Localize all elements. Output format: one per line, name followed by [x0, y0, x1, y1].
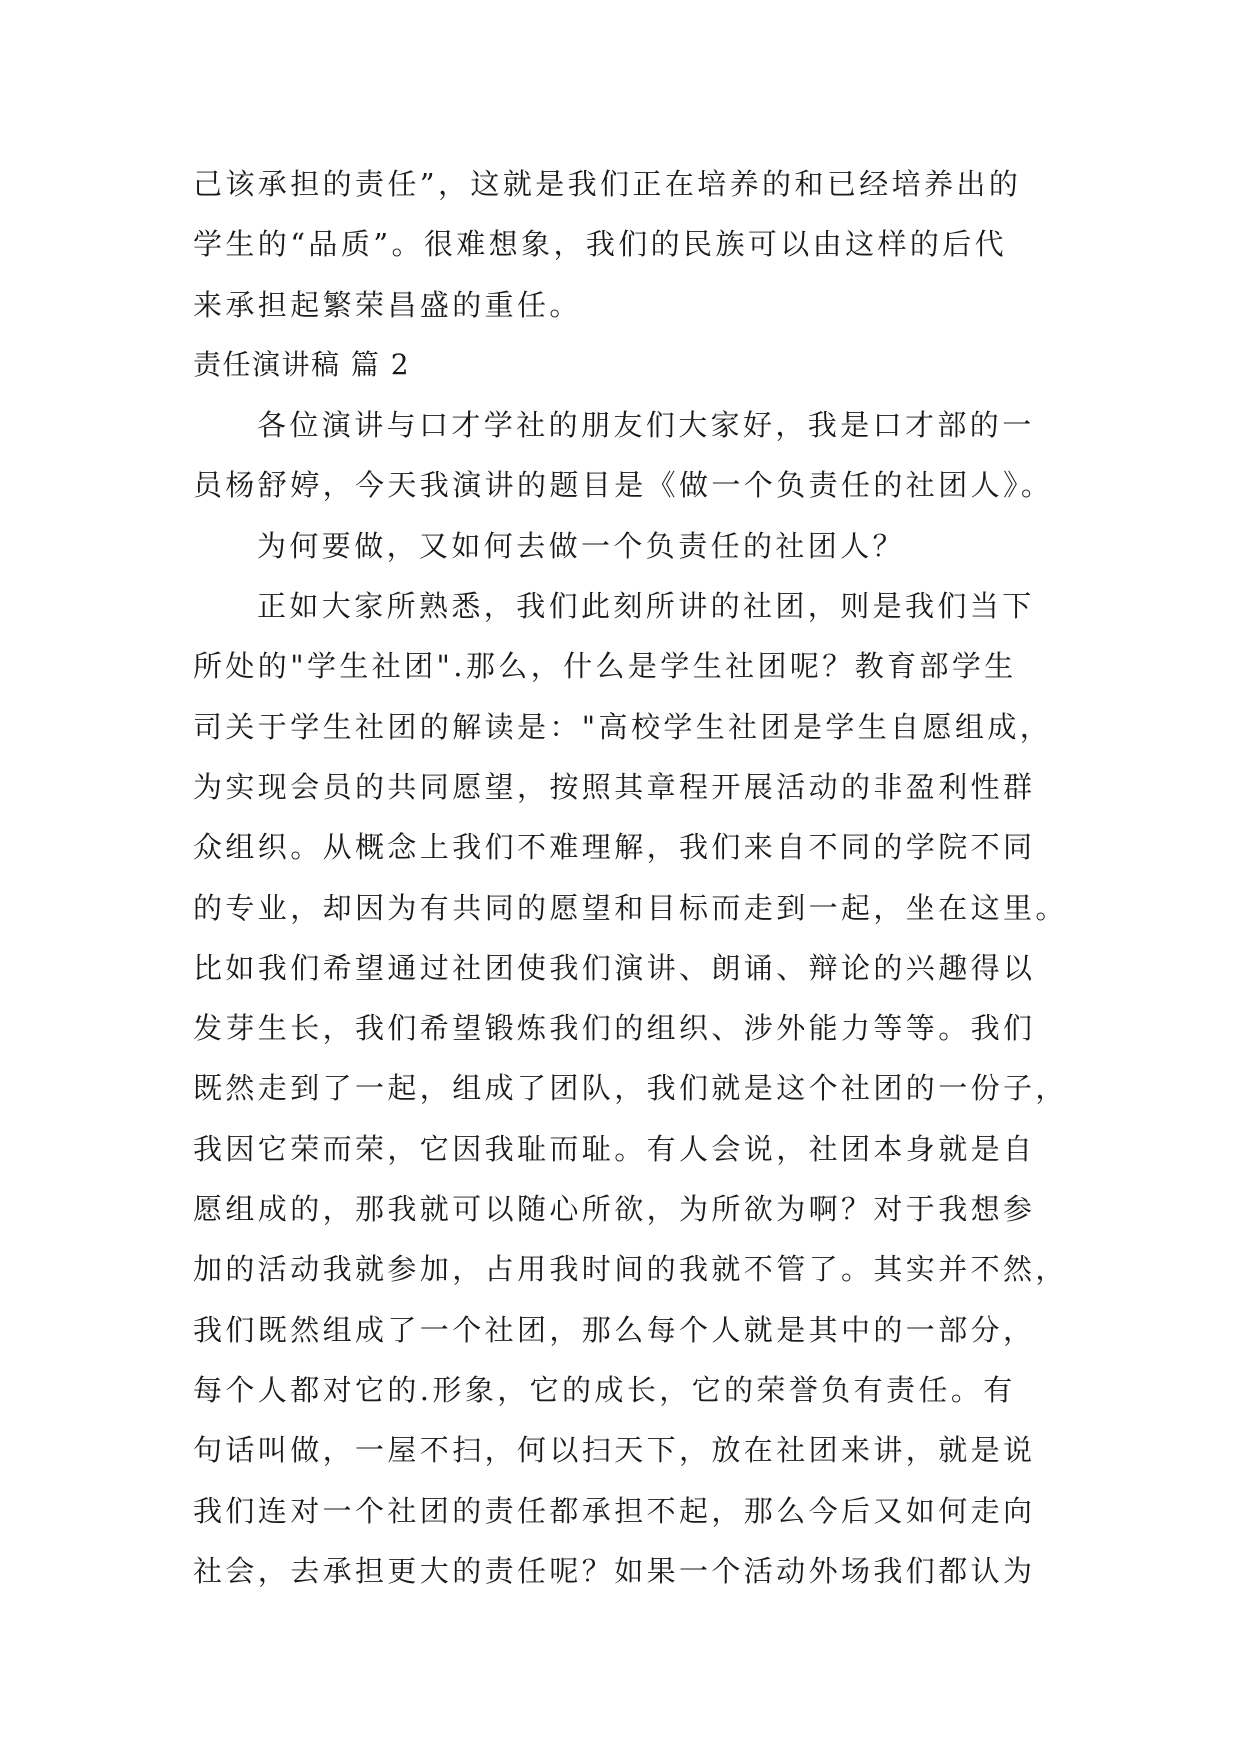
- text-line: 发芽生长，我们希望锻炼我们的组织、涉外能力等等。我们: [193, 1011, 1036, 1046]
- text-line: 司关于学生社团的解读是："高校学生社团是学生自愿组成，: [193, 709, 1053, 744]
- text-line: 比如我们希望通过社团使我们演讲、朗诵、辩论的兴趣得以: [193, 950, 1036, 985]
- text-line: 我们既然组成了一个社团，那么每个人就是其中的一部分，: [193, 1312, 1036, 1347]
- paragraph-first-line: 为何要做，又如何去做一个负责任的社团人？: [257, 528, 906, 563]
- text-line: 己该承担的责任”，这就是我们正在培养的和已经培养出的: [193, 167, 1022, 201]
- section-heading: 责任演讲稿 篇 2: [193, 347, 411, 381]
- text-line: 为实现会员的共同愿望，按照其章程开展活动的非盈利性群: [193, 769, 1036, 804]
- text-line: 句话叫做，一屋不扫，何以扫天下，放在社团来讲，就是说: [193, 1433, 1036, 1468]
- text-line: 既然走到了一起，组成了团队，我们就是这个社团的一份子，: [193, 1071, 1068, 1106]
- text-line: 每个人都对它的.形象，它的成长，它的荣誉负有责任。有: [193, 1372, 1016, 1407]
- text-line: 我因它荣而荣，它因我耻而耻。有人会说，社团本身就是自: [193, 1131, 1036, 1166]
- paragraph-first-line: 各位演讲与口才学社的朋友们大家好，我是口才部的一: [257, 408, 1035, 443]
- document-body: [193, 154, 1073, 1601]
- text-line: 的专业，却因为有共同的愿望和目标而走到一起，坐在这里。: [193, 890, 1068, 925]
- text-line: 我们连对一个社团的责任都承担不起，那么今后又如何走向: [193, 1493, 1036, 1528]
- text-line: 众组织。从概念上我们不难理解，我们来自不同的学院不同: [193, 830, 1036, 865]
- text-line: 所处的"学生社团".那么，什么是学生社团呢？教育部学生: [193, 649, 1017, 684]
- text-line: 社会，去承担更大的责任呢？如果一个活动外场我们都认为: [193, 1553, 1036, 1588]
- text-line: 学生的“品质”。很难想象，我们的民族可以由这样的后代: [193, 227, 1008, 262]
- text-line: 愿组成的，那我就可以随心所欲，为所欲为啊？对于我想参: [193, 1192, 1036, 1227]
- paragraph-first-line: 正如大家所熟悉，我们此刻所讲的社团，则是我们当下: [257, 589, 1035, 624]
- text-line: 来承担起繁荣昌盛的重任。: [193, 287, 582, 322]
- text-line: 加的活动我就参加，占用我时间的我就不管了。其实并不然，: [193, 1252, 1068, 1287]
- text-line: 员杨舒婷，今天我演讲的题目是《做一个负责任的社团人》。: [193, 468, 1054, 503]
